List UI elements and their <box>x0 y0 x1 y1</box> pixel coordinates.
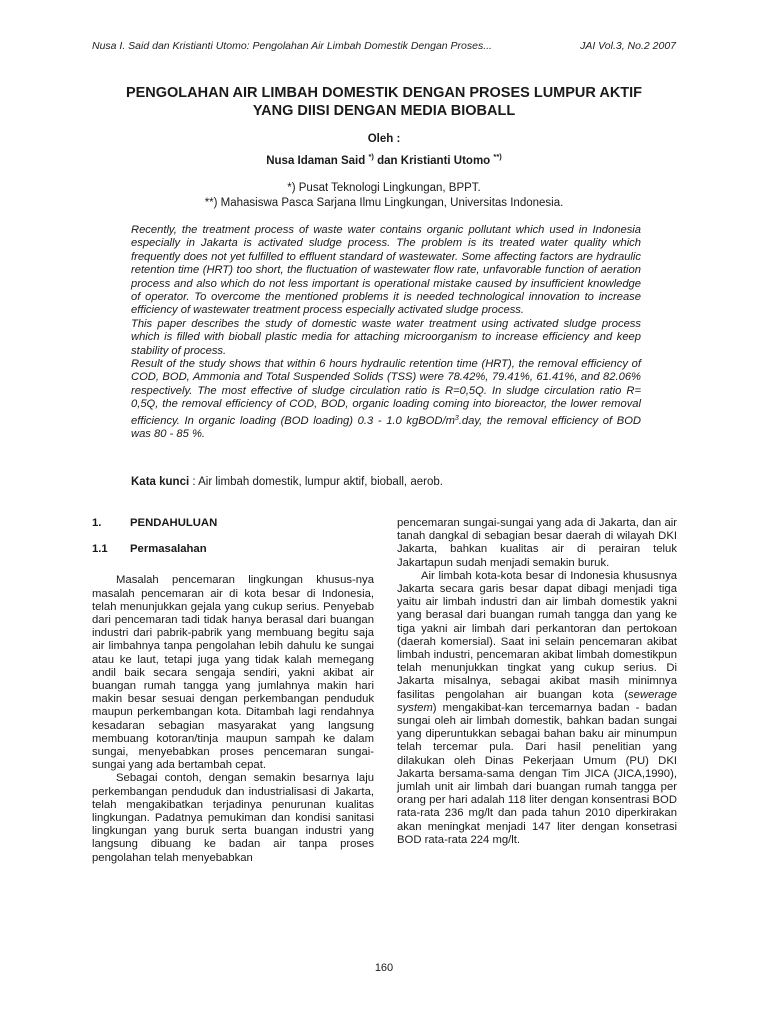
abstract <box>131 224 641 442</box>
author-2: Kristianti Utomo <box>400 155 491 167</box>
left-column <box>92 517 374 865</box>
paper-title <box>60 84 708 120</box>
page-number: 160 <box>374 962 394 974</box>
subsection-title: Permasalahan <box>130 543 207 556</box>
section-number: 1. <box>92 517 102 529</box>
paper-title-line-2: YANG DIISI DENGAN MEDIA BIOBALL <box>252 103 516 119</box>
affiliation-2: **) Mahasiswa Pasca Sarjana Ilmu Lingkungan, Universitas Indonesia. <box>204 197 564 209</box>
subsection-number: 1.1 <box>92 543 108 556</box>
keywords-text: : Air limbah domestik, lumpur aktif, bioball, aerob. <box>192 476 443 488</box>
keywords <box>131 476 651 488</box>
abstract-p3-tail: .day, the removal efficiency of BOD was 80 - 85 %. <box>131 414 641 441</box>
affiliations <box>0 181 768 211</box>
subsection-heading <box>92 543 374 556</box>
body-left-paragraph-2: Sebagai contoh, dengan semakin besarnya laju perkembangan penduduk dan industrialisasi di Jakarta, telah mengakibatkan terjadinya penurunan kualitas lingkungan. Padatnya pemukiman dan kondisi sanitasi lingkungan yang buruk serta buangan industri yang langsung dibuang ke badan air tanpa proses pengolahan telah menyebabkan <box>92 772 374 864</box>
body-right-p2-italic: sewerage system <box>397 688 677 714</box>
body-right-paragraph-2 <box>397 570 677 847</box>
byline-label: Oleh : <box>367 133 401 145</box>
abstract-paragraph-2: This paper describes the study of domestic waste water treatment using activated sludge process which is filled with bioball plastic media for attaching microorganism to increase efficiency and keep stability of process. <box>131 317 641 357</box>
section-title: PENDAHULUAN <box>130 517 218 529</box>
paper-title-line-1: PENGOLAHAN AIR LIMBAH DOMESTIK DENGAN PROSES LUMPUR AKTIF <box>125 85 643 101</box>
keywords-label: Kata kunci <box>131 476 190 488</box>
running-header-journal: JAI Vol.3, No.2 2007 <box>580 40 676 52</box>
author-list <box>0 152 768 167</box>
abstract-paragraph-3 <box>131 358 641 441</box>
running-header <box>92 40 676 52</box>
right-column <box>397 517 677 847</box>
body-left-paragraph-1: Masalah pencemaran lingkungan khusus-nya masalah pencemaran air di kota besar di Indonesia, telah menunjukkan gejala yang cukup serius. Penyebab dari pencemaran tadi tidak hanya berasal dari buangan industri dari pabrik-pabrik yang membuang begitu saja air limbahnya tanpa pengolahan lebih dahulu ke sungai atau ke laut, tetapi juga yang tidak kalah memegang andil baik secara sengaja sendiri, yakni akibat air buangan rumah tangga yang jumlahnya makin hari makin besar sesuai dengan perkembangan penduduk maupun perkembangan kota. Ditambah lagi rendahnya kesadaran sebagian masyarakat yang langsung membuang kotoran/tinja maupun sampah ke dalam sungai, menyebabkan proses pencemaran sungai-sungai yang ada bertambah cepat. <box>92 574 374 772</box>
abstract-p3-text: Result of the study shows that within 6 hours hydraulic retention time (HRT), the removal efficiency of COD, BOD, Ammonia and Total Suspended Solids (TSS) were 78.42%, 79.41%, 61.41%, and 82.06% respectively. The most effective of sludge circulation ratio is R=0,5Q. In sludge circulation ratio R= 0,5Q, the removal efficiency of COD, BOD, organic loading coming into bioreactor, the lower removal efficiency. In organic loading (BOD loading) 0.3 - 1.0 kgBOD/m <box>131 358 641 427</box>
running-header-citation: Nusa I. Said dan Kristianti Utomo: Pengolahan Air Limbah Domestik Dengan Proses... <box>92 40 492 52</box>
author-1-mark: *) <box>368 152 374 161</box>
section-heading <box>92 517 374 530</box>
body-right-p2-tail: ) mengakibat-kan tercemarnya badan - badan sungai oleh air limbah domestik, bahkan badan sungai yang diperuntukkan sebagai bahan baku air minumpun telah tercemar pula. Dari hasil penelitian yang dilakukan oleh Dinas Pekerjaan Umum (PU) DKI Jakarta bersama-sama dengan Tim JICA (JICA,1990), jumlah unit air limbah dari buangan rumah tangga per orang per hari adalah 118 liter dengan konsentrasi BOD rata-rata 236 mg/lt dan pada tahun 2010 diperkirakan akan meningkat menjadi 147 liter dengan konsetrasi BOD rata-rata 224 mg/lt. <box>397 701 677 846</box>
author-2-mark: **) <box>493 152 502 161</box>
abstract-paragraph-1: Recently, the treatment process of waste water contains organic pollutant which used in Indonesia especially in Jakarta is activated sludge process. The problem is its treated water quality which frequently does not yet fulfilled to effluent standard of wastewater. Some affecting factors are hydraulic retention time (HRT) too short, the fluctuation of wastewater flow rate, unfavorable function of aeration process and also which do not less important is operational mistake caused by insufficient knowledge of operator. To overcome the mentioned problems it is needed technological innovation to increase efficiency of wastewater treatment process especially activated sludge process. <box>131 224 641 317</box>
author-conjunction: dan <box>377 155 398 167</box>
body-right-paragraph-1: pencemaran sungai-sungai yang ada di Jakarta, dan air tanah dangkal di sebagian besar daerah di wilayah DKI Jakarta, bahkan kualitas air di perairan teluk Jakartapun sudah menjadi semakin buruk. <box>397 517 677 569</box>
affiliation-1: *) Pusat Teknologi Lingkungan, BPPT. <box>287 182 481 194</box>
abstract-p3-superscript: 3 <box>454 414 459 422</box>
body-right-p2-text: Air limbah kota-kota besar di Indonesia khususnya Jakarta secara garis besar dapat dibagi menjadi tiga yaitu air limbah industri dan air limbah domestik yakni yang berasal dari buangan rumah tangga dan yang ke tiga yakni air limbah dari perkantoran dan pertokoan (daerah komersial). Saat ini selain pencemaran akibat limbah industri, pencemaran akibat limbah domestikpun telah menunjukkan tingkat yang cukup serius. Di Jakarta misalnya, sebagai akibat masih minimnya fasilitas pengolahan air buangan kota ( <box>397 569 677 701</box>
author-1: Nusa Idaman Said <box>266 155 366 167</box>
